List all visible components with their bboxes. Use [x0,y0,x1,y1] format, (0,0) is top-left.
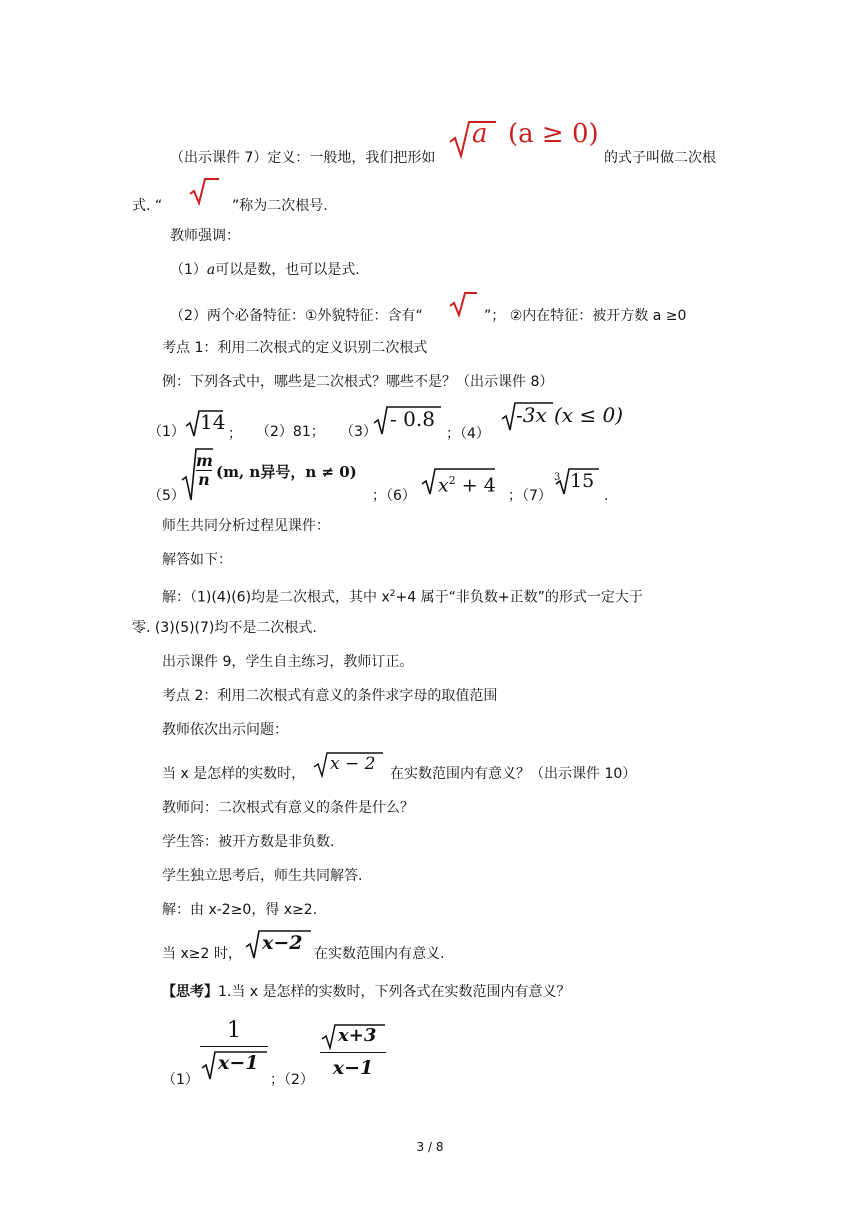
analysis-line [162,516,330,536]
s2-math [320,1022,386,1086]
ex1-radicand: 14 [200,410,226,434]
ex3-label-text: （3） [340,424,377,440]
conclusion-line [162,944,242,964]
s1-sep-text: ；（2） [270,1072,314,1088]
ex4-condition: (x ≤ 0) [554,403,624,427]
sol1-pre: 解：（1)(4)(6)均是二次根式，其中 x [162,589,390,606]
question-line [162,764,305,784]
s1-denominator [200,1047,268,1081]
question-math [312,750,384,780]
page-number: 3 / 8 [416,1140,444,1154]
kaodian2-text: 考点 2：利用二次根式有意义的条件求字母的取值范围 [162,688,498,704]
s2-numerator [320,1022,386,1052]
ex4-radicand: -3x [516,403,547,427]
definition-l2-pre: 式. “ [132,198,163,214]
ex5-sep [372,486,416,506]
ex5-math [180,446,357,502]
teacher-ask [162,798,414,818]
radical-symbol [188,176,220,212]
s1-math [200,1016,268,1088]
definition-line2 [132,196,162,216]
show9-text: 出示课件 9，学生自主练习，教师订正。 [162,654,414,670]
solution-line-2 [132,618,317,638]
solution-x [162,900,317,920]
student-answer-text: 学生答：被开方数是非负数. [162,834,335,850]
kaodian-2 [162,686,497,706]
definition-formula [448,118,599,168]
ex4-math [500,400,624,436]
ex5-sep-text: ；（6） [372,488,416,504]
ex5-numerator: m [196,451,213,470]
ex5-fraction [196,452,212,489]
s1-radicand: x−1 [218,1052,259,1074]
point-2-tail [484,306,686,326]
definition-line2-tail [232,196,328,216]
teacher-shows-text: 教师依次出示问题： [162,722,288,738]
point1-var: a [206,262,216,278]
point-2 [170,306,423,326]
sikao-line [162,982,571,1002]
ex5-condition: (m, n异号，n ≠ 0) [216,463,357,481]
point1-text: 可以是数，也可以是式. [215,262,360,278]
example-line [162,372,553,392]
teacher-ask-text: 教师问：二次根式有意义的条件是什么？ [162,800,414,816]
s1-label [162,1070,199,1090]
conclusion-math [244,928,312,962]
definition-tail-text: 的式子叫做二次根 [604,150,716,166]
ex6-sep-text: ；（7） [508,488,552,504]
s1-label-text: （1） [162,1072,199,1088]
solution-line-1 [162,584,643,608]
ex7-index: 3 [554,472,561,483]
point2-post: ”； ②内在特征：被开方数 a ≥0 [484,308,687,324]
question-radicand: x − 2 [330,754,376,774]
ex6-rest: + 4 [455,474,496,497]
ex1-sep [228,424,242,444]
ex3-sep [446,424,490,444]
formula-a: a [472,119,488,149]
student-answer [162,832,334,852]
sikao-label: 【思考】 [162,984,218,1000]
question-pre: 当 x 是怎样的实数时， [162,766,306,782]
definition-line-tail [604,148,716,168]
show-courseware-9 [162,652,413,672]
example-text: 例：下列各式中，哪些是二次根式？哪些不是？（出示课件 8） [162,374,554,390]
s1-fraction [200,1016,268,1081]
point2-pre: （2）两个必备特征：①外貌特征：含有“ [170,308,423,324]
s2-denominator: x−1 [332,1057,374,1079]
ex7-end-text: . [604,488,609,504]
ex5-denominator: n [198,470,210,489]
sikao-text: 1.当 x 是怎样的实数时，下列各式在实数范围内有意义？ [218,984,571,1000]
answer-intro-text: 解答如下： [162,552,232,568]
sol2-text: 零. (3)(5)(7)均不是二次根式. [132,620,317,636]
point-1 [170,260,360,280]
sol1-exponent: 2 [389,589,396,599]
ex1-label [148,422,185,442]
ex7-radicand: 15 [570,470,595,492]
definition-text: （出示课件 7）定义：一般地，我们把形如 [170,150,436,166]
conclusion-radicand: x−2 [262,932,303,954]
point1-num: （1） [170,262,207,278]
ex6-radicand [438,471,496,495]
sol1-post: +4 属于“非负数+正数”的形式一定大于 [395,589,643,606]
conclusion-tail [314,944,444,964]
ex1-math [184,408,224,442]
definition-line [170,148,435,168]
ex2 [256,422,325,442]
teacher-shows [162,720,288,740]
kaodian-1 [162,338,427,358]
ex1-sep-text: ； [228,426,242,442]
ex6-sep [508,486,552,506]
ex6-var: x [438,474,449,497]
ex5-label-text: （5） [148,488,185,504]
ex3-math [372,404,442,440]
teacher-emphasis [170,226,240,246]
s2-fraction [320,1022,386,1083]
question-post: 在实数范围内有意义？（出示课件 10） [390,766,637,782]
think-text: 学生独立思考后，师生共同解答. [162,868,363,884]
think-line [162,866,362,886]
ex7-end [604,486,608,506]
solution-x-text: 解：由 x-2≥0，得 x≥2. [162,902,318,918]
kaodian1-text: 考点 1：利用二次根式的定义识别二次根式 [162,340,428,356]
ex1-label-text: （1） [148,424,185,440]
s2-radicand: x+3 [338,1025,377,1046]
ex3-sep-text: ；（4） [446,426,490,442]
point2-radical [448,290,478,324]
question-tail [390,764,636,784]
conclusion-post: 在实数范围内有意义. [314,946,445,962]
ex6-exponent: 2 [448,474,456,487]
ex6-math [420,466,496,500]
s1-sep [270,1070,314,1090]
ex3-radicand: - 0.8 [390,407,435,431]
teacher-emphasis-text: 教师强调： [170,228,240,244]
formula-condition: (a ≥ 0) [508,119,599,149]
analysis-text: 师生共同分析过程见课件： [162,518,330,534]
ex2-text: （2）81； [256,424,325,440]
s1-numerator: 1 [227,1018,241,1043]
answer-intro [162,550,232,570]
definition-l2-post: ”称为二次根号. [232,198,328,214]
conclusion-pre: 当 x≥2 时， [162,946,242,962]
